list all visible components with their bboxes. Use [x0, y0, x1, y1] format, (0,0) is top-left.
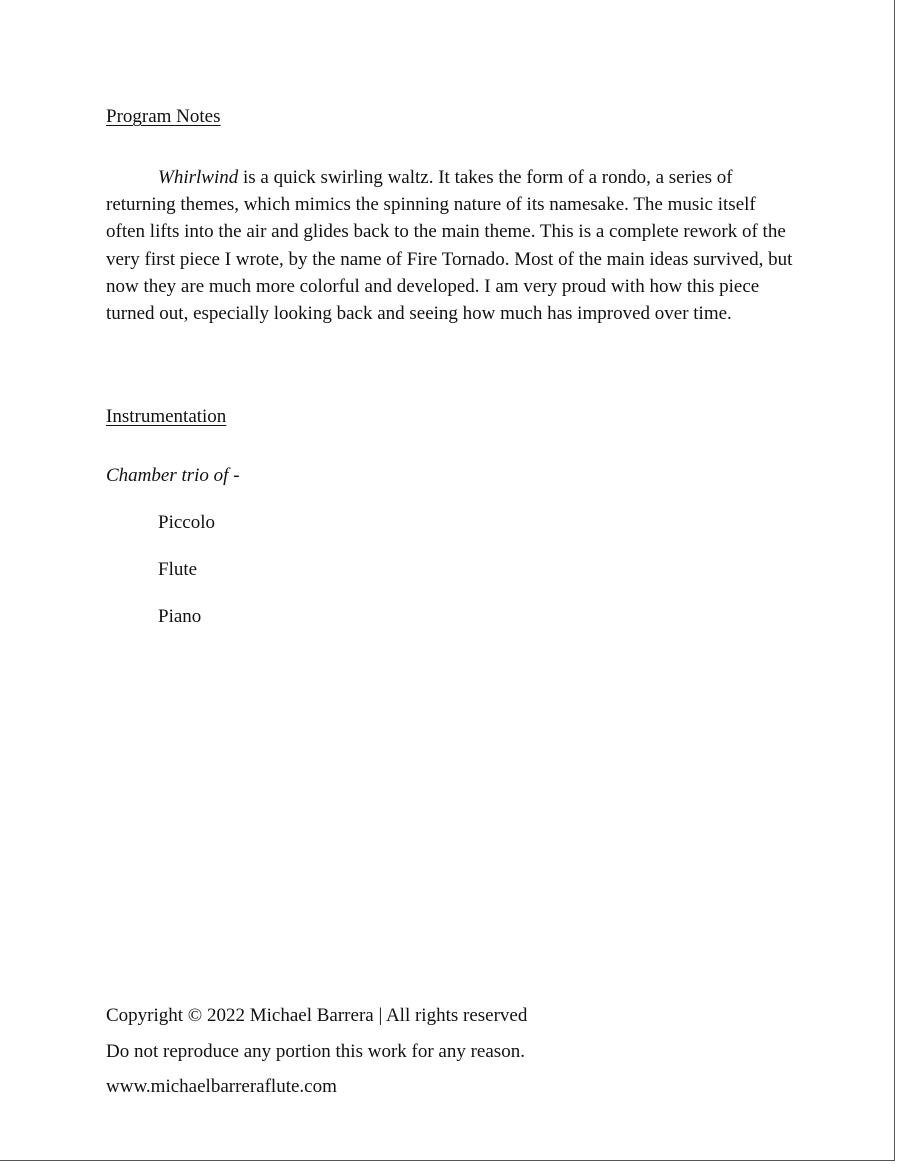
instrument-item-piano: Piano [158, 606, 202, 627]
ensemble-label: Chamber trio of - [106, 465, 240, 486]
instrument-item-flute: Flute [158, 559, 198, 580]
program-notes-paragraph [106, 164, 796, 327]
program-notes-text: is a quick swirling waltz. It takes the form of a rondo, a series of returning themes, which mimics the spinning nature of its namesake. The music itself often lifts into the air and glides back to the main theme. This is a complete rework of the very first piece I wrote, by the name of Fire Tornado. Most of the main ideas survived, but now they are much more colorful and developed. I am very proud with how this piece turned out, especially looking back and seeing how much has improved over time. [106, 167, 793, 325]
website-url: www.michaelbarreraflute.com [106, 1076, 337, 1097]
program-notes-heading: Program Notes [106, 106, 221, 127]
instrument-item-piccolo: Piccolo [158, 512, 215, 533]
reproduction-notice: Do not reproduce any portion this work for any reason. [106, 1041, 525, 1062]
piece-title: Whirlwind [158, 167, 239, 188]
instrumentation-heading: Instrumentation [106, 406, 227, 427]
copyright-notice: Copyright © 2022 Michael Barrera | All rights reserved [106, 1005, 528, 1026]
